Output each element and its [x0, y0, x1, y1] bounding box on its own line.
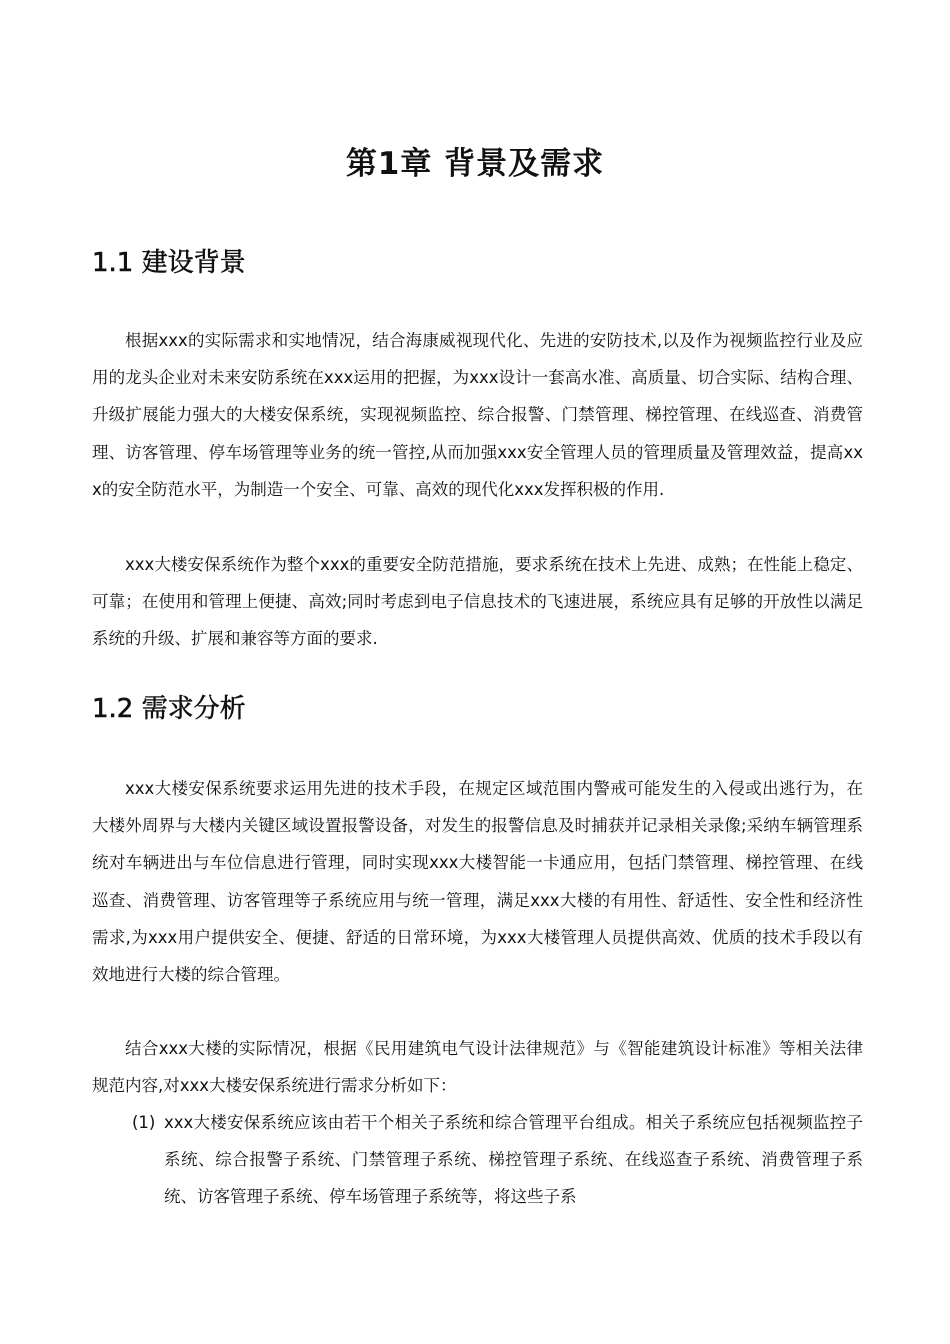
paragraph: 结合xxx大楼的实际情况，根据《民用建筑电气设计法律规范》与《智能建筑设计标准》等相关法律规范内容,对xxx大楼安保系统进行需求分析如下： [92, 1039, 863, 1096]
list-item-number: (1) [132, 1113, 156, 1132]
section-heading-requirements: 1.2 需求分析 [92, 694, 246, 724]
list-item [132, 1104, 863, 1216]
section-heading-background: 1.1 建设背景 [92, 248, 246, 278]
chapter-title: 第1章 背景及需求 [345, 146, 605, 182]
list-item-text: xxx大楼安保系统应该由若干个相关子系统和综合管理平台组成。相关子系统应包括视频监控子系统、综合报警子系统、门禁管理子系统、梯控管理子系统、在线巡查子系统、消费管理子系统、访客管理子系统、停车场管理子系统等，将这些子系 [164, 1113, 863, 1207]
paragraph: xxx大楼安保系统要求运用先进的技术手段，在规定区域范围内警戒可能发生的入侵或出逃行为，在大楼外周界与大楼内关键区域设置报警设备，对发生的报警信息及时捕获并记录相关录像;采纳车辆管理系统对车辆进出与车位信息进行管理，同时实现xxx大楼智能一卡通应用，包括门禁管理、梯控管理、在线巡查、消费管理、访客管理等子系统应用与统一管理，满足xxx大楼的有用性、舒适性、安全性和经济性需求,为xxx用户提供安全、便捷、舒适的日常环境，为xxx大楼管理人员提供高效、优质的技术手段以有效地进行大楼的综合管理。 [92, 779, 863, 985]
paragraph: 根据xxx的实际需求和实地情况，结合海康威视现代化、先进的安防技术,以及作为视频监控行业及应用的龙头企业对未来安防系统在xxx运用的把握，为xxx设计一套高水准、高质量、切合实际、结构合理、升级扩展能力强大的大楼安保系统，实现视频监控、综合报警、门禁管理、梯控管理、在线巡查、消费管理、访客管理、停车场管理等业务的统一管控,从而加强xxx安全管理人员的管理质量及管理效益，提高xxx的安全防范水平，为制造一个安全、可靠、高效的现代化xxx发挥积极的作用. [92, 331, 863, 499]
paragraph: xxx大楼安保系统作为整个xxx的重要安全防范措施，要求系统在技术上先进、成熟；在性能上稳定、可靠；在使用和管理上便捷、高效;同时考虑到电子信息技术的飞速进展，系统应具有足够的开放性以满足系统的升级、扩展和兼容等方面的要求. [92, 555, 863, 649]
